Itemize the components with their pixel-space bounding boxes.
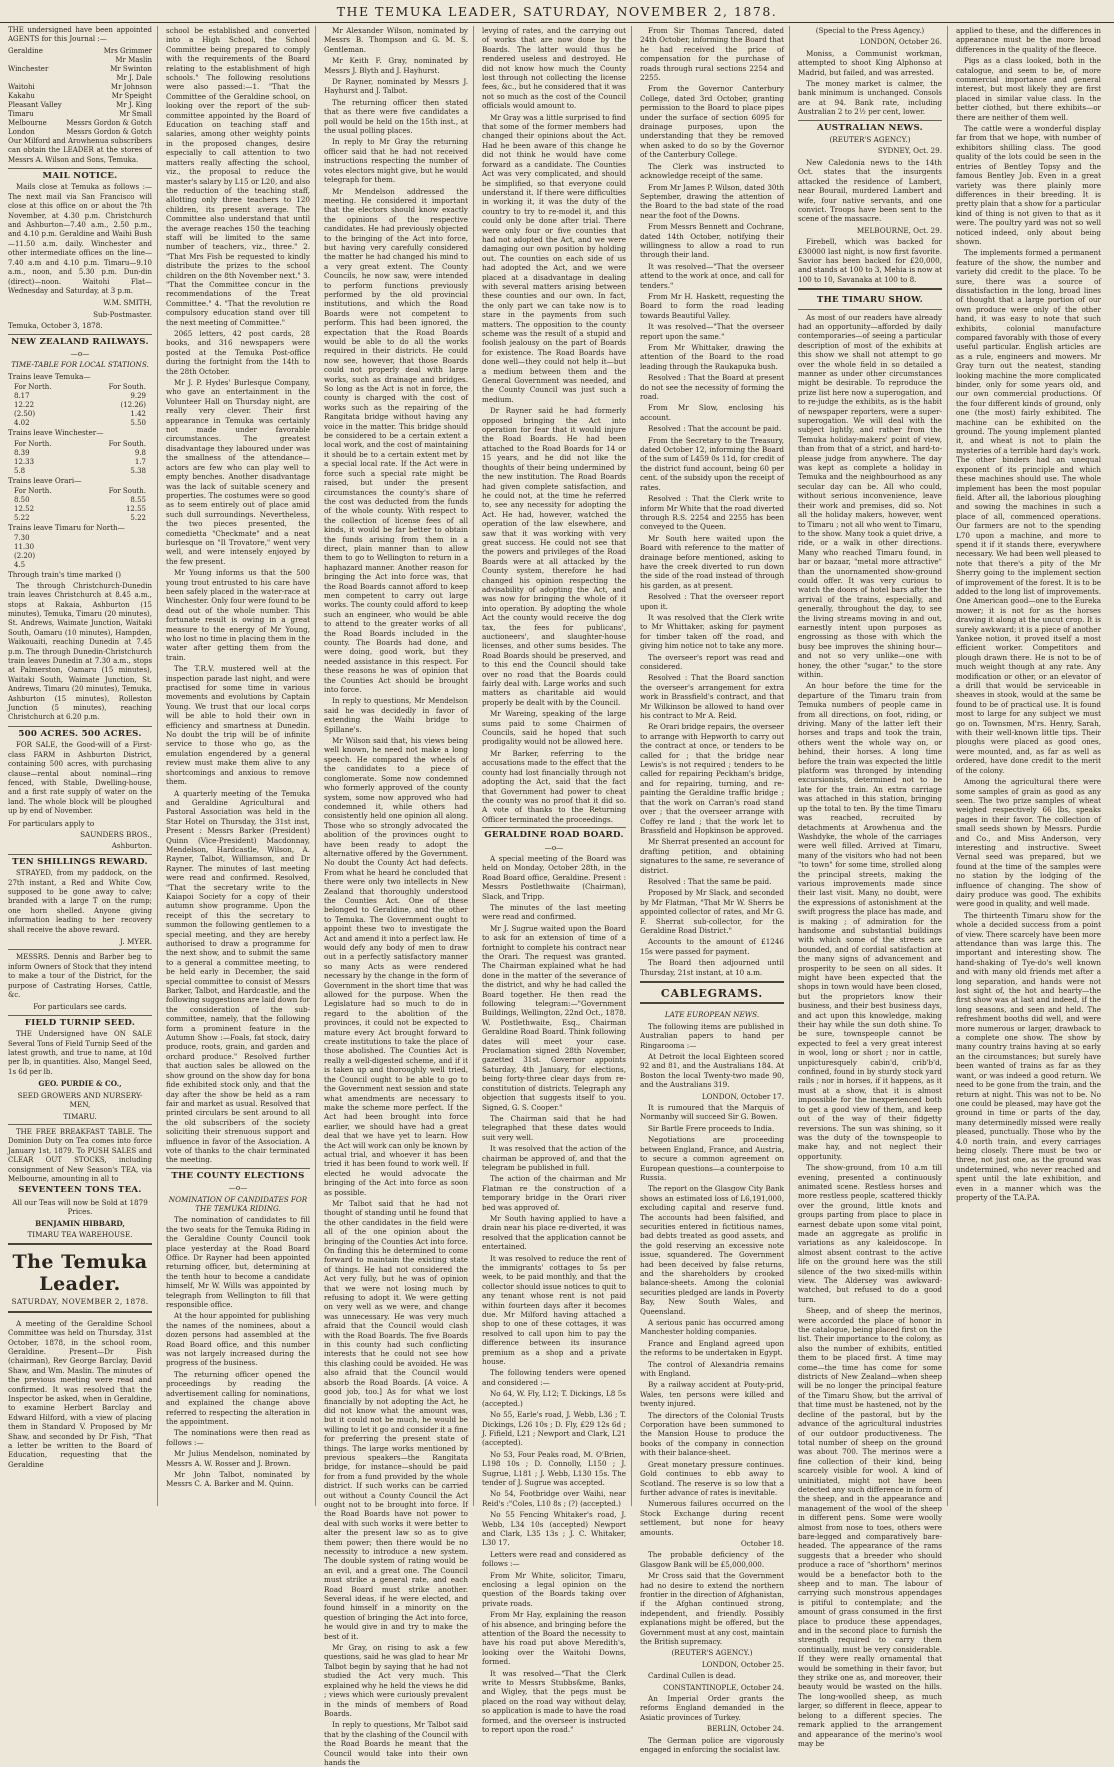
timetable-timaru xyxy=(8,534,152,570)
divider xyxy=(8,1124,152,1125)
article-paragraph: Re Orari bridge repairs, the overseer to arrange with Hepworth to carry out the contract at once, or tenders to be called for ; that the bridge near Lewis's is not required ; tenders to be called for repairing Peckham's bridge, and for repairing, turning, and re-painting the Geraldine traffic bridge ; that the work on Carran's road stand over ; that the overseer arrange with Coffey re land ; that the work let to Brassfield and Hopkinson be approved. xyxy=(640,722,784,835)
special-label: (Special to the Press Agency.) xyxy=(815,26,925,35)
article-paragraph: It was resolved—"That the overseer report upon the same." xyxy=(640,322,784,341)
article-paragraph: The probable deficiency of the Glasgow Bank will be £5,000,000. xyxy=(640,1550,784,1569)
agent-place: Melbourne xyxy=(8,118,47,127)
agent-place: Winchester xyxy=(8,64,49,73)
mail-notice-date: Temuka, October 3, 1878. xyxy=(8,321,103,331)
article-paragraph: The Clerk was instructed to acknowledge receipt of the same. xyxy=(640,161,784,181)
double-rule xyxy=(640,981,784,985)
article-paragraph: Letters were read and considered as follows :— xyxy=(482,1549,626,1569)
agent-name: Messrs Gordon & Gotch xyxy=(66,118,152,127)
agent-place: Geraldine xyxy=(8,46,43,55)
article-paragraph: The implements formed a permanent feature of the show, the number and variety did credit to the place. To be sure, there was a source of dissatisfaction in the long, broad lines of thought that a large portion of our own produce were only of the other hand, it was easy to note that such exhibits, colonial manufacture compared favorably with those of every useful particular. English articles are as a rule, engineers and mowers. Mr Gray turn out the neatest, standing looking machine the more complicated binder, only for some years old, and our own commercial productions. Of the four different kinds of ground, only one (the most) fairly exhibited. The machine can be exhibited on the ground. The young implement planted it, and wheat is not to plain the mysteries of a terrible hard day's work. The other binders had an unequal exponent of its principle and which these machines should use. The whole implement has been the most popular field. After all, the laborious ploughing and sowing the machines in such a place of all, commenced operations. Our farmers are not to the spending L70 upon a machine, and more to spend it if it stands there, everywhere necessary. We had been well pleased to note that there's a pity of the Mr Sherry going to the implement section of improvement of the forest. It is to be added to the long list of improvements. One American good—one to the Eureka mower; it is not for as the horses drawing it along at the uncut crop. It is surely awkward; it is a piece of another Yankee notion, it proved itself a most efficient worker. Competitors and plough drawn there. He is not to be of much weight though at any rate. Any modification or other, or an elevator of a drill that would be serviceable in sheaves in stook, would at the same be found to be of practical use. It is found most to large for any subject we must go on. Townsmen, M'rs. Henry, Sarah, with their well-known little tips. Their ploughs were placed as good ones, were mounted, and, as far as well as ordered, have done credit to the merit of the colony. xyxy=(956,248,1101,775)
article-paragraph: Numerous failures occurred on the Stock Exchange during recent settlement, but none for heavy amounts. xyxy=(640,1499,784,1537)
article-paragraph: At the hour appointed for publishing the names of the nominees, about a dozen persons had assembled at the Road Board office, and this number was not largely increased during the progress of the business. xyxy=(166,1311,310,1368)
divider xyxy=(8,949,152,950)
timetable-cell: 12.33 xyxy=(14,457,35,466)
agent-name: Mr Maslin xyxy=(115,55,152,64)
article-paragraph: Resolved : That the Board at present do not see the necessity of forming the road. xyxy=(640,373,784,402)
article-paragraph: Pigs as a class looked, both in the catalogue, and seem to be, of more commercial importance and general interest, but most likely they are first placed in similar value class. In the better clothed, but there exhibits—or there are neither of them well. xyxy=(956,56,1101,122)
mail-notice-role: Sub-Postmaster. xyxy=(93,309,152,319)
timetable-row xyxy=(8,440,152,449)
article-paragraph: A serious panic has occurred among Manchester holding companies. xyxy=(640,1318,784,1337)
article-paragraph: Mr Mendelson addressed the meeting. He considered it important that the electors should know exactly the opinions of the respective candidates. He had previously objected to the bringing of the Act into force, but having very carefully considered the matter he had changed his mind to a very great extent. The County Councils, he now saw, were intended to perform functions previously performed by the old provincial institutions, and which the Road Boards were not competent to perform. This had been ignored, the expectation that the Road Boards would be able to do all the works required in their districts. He could now see, however, that those Boards could not properly deal with large works, such as drainage and bridges. So long as the Act is not in force, the county is charged with the cost of works such as the repairing of the Rangitata bridge without having any voice in the matter. This bridge should be considered to be a certain extent a local work, and the cost of maintaining it should be to a certain extent met by a special local rate. If the Act were in force such a special rate might be raised, but under the present circumstances the county's share of the cost was deducted from the funds of the whole county. With respect to the collection of license fees of all kinds, it would be far better to obtain the funds arising from them in a direct, plain manner than to allow them to go to Wellington to return in a haphazard manner. Another reason for bringing the Act into force was, that the Road Boards cannot afford to keep men competent to carry out large works. The county could afford to keep such an engineer, who would be able to attend to the greater works of all the Road Boards included in the county. The Boards had done, and were doing, good work, but they needed assistance in this respect. For these reasons he was of opinion that the Counties Act should be brought into force. xyxy=(324,186,468,695)
timetable-cell: 5.22 xyxy=(130,513,146,522)
trains-orari-label: Trains leave Orari— xyxy=(8,475,82,485)
agent-place: London xyxy=(8,127,35,136)
article-paragraph: Resolved : That the account be paid. xyxy=(648,424,782,434)
mail-notice-text: Mails close at Temuka as follows :— The next mail via San Francisco will close at this office on or about the 7th November, at 4.30 p.m. Christchurch and Ashburton—7.40 a.m., 2.50 p.m., and 4.10 p.m. Geraldine and Waihi Bush—11.50 a.m. daily. Winchester and other intermediate offices on the line—7.40 a.m and 4.10 p.m. Timaru—9.10 a.m., noon, and 5.30 p.m. Dun-din (direct)—noon. Waitohi Flat—Wednesday and Saturday, at 3 p.m. xyxy=(8,183,152,295)
article-paragraph: Mr J. Sugrue waited upon the Board to ask for an extension of time of a fortnight to complete his contract near the Orari. The request was granted. The Chairman explained what he had done in the matter of the severance of the district, and why he had called the Board together. He then read the following telegram:—"Government Buildings, Wellington, 22nd Oct., 1878. W. Postlethwaite, Esq., Chairman Geraldine Road Board. Think following dates will meet your case. Proclamation signed 28th November, gazetted 31st. Governor appoints Saturday, 4th January, for elections, being forty-three clear days from re-constitution of districts. Telegraph any objection that suggests itself to you. Signed, G. S. Cooper." xyxy=(482,923,626,1112)
paper-date: SATURDAY, NOVEMBER 2, 1878. xyxy=(11,1297,149,1307)
article-paragraph: As most of our readers have already had an opportunity—afforded by daily contemporaries—of seeing a particular description of most of the exhibits at this show we shall not attempt to go over the whole field in so detailed a manner as under other circumstances might be desirable. To reproduce the prize list here now a superogation, and to re-judge the exhibits, as is the habit of newspaper reporters, were a super-superogation. We will deal with the subject lightly, and rather from the Temuka holiday-makers' point of view, than from that of a strict, and hard-to-please judge from anywhere. The day was kept as complete a holiday in Temuka and the neighbourhood as any secular day can be. All who could, without serious inconvenience, leave their work and premises, did so. Not all the holiday makers, however, went to Timaru ; not all who went to Timaru, to the show. Many took a quiet drive, a ride, or a walk in other directions. Many who reached Timaru found, in bar or bazaar, "metal more attractive" than the unornamented show-ground could offer. It was very curious to watch the doors of hotel bars after the arrival of the trains, especially, and generally, throughout the day, to see the living streams moving in and out, earnestly intent upon purposes as engrossing as those with which the busy bee improves the shining hour—and not so very unlike—one with honey, the other "sugar," to the store within. xyxy=(798,312,942,679)
article-paragraph: Sheep, and of sheep the merinos, were accorded the place of honor in the catalogue, being placed first on the list. Their importance to the colony, as also the number of exhibits, entitled them to be placed first. A time may come—the time has come for some districts of New Zealand—when sheep will be no longer the principal feature of the Timaru Show, but the arrival of that time must be hastened, not by the decline of the pastoral, but by the advance of the agricultural industries of our outdoor productiveness. The total number of sheep on the ground was about 700. The merinos were a fine collection of their kind, being scarcely visible for wool. A kind of uninitiated, might not have been detected any such difference in form of the sheep, and in the appearance and management of the wool of the sheep in different pens. Some were woolly almost from nose to toes, others were bare-legged and comparatively bare-headed. The appearance of the rams suggests that a breeder who should produce a race of "shorthorn" merinos would be a benefactor both to the sheep and to man. The labour of carrying such monstrous appendages is pitiful to contemplate; and the amount of grass consumed in the first place to produce these appendages, and in the second place to furnish the strength required to carry them continually, must be very considerable. If they were really ornamental that would be something in their favor, but they strike one as, and moreover, their beauty would be wasted on the hills. The long-woolled sheep, as much larger, so different in fleece, appear to belong to a different species. The remark applied to the arrangement and appearance of the merino's wool may be xyxy=(798,1306,942,1748)
agents-intro: THE undersigned have been appointed AGENTS for this Journal :— xyxy=(8,26,152,44)
mail-notice-sign: W.M. SMITH, xyxy=(103,298,152,308)
article-paragraph: Mr Talbot said that he had not thought of standing until he found that the other candidates in the field were all of the one opinion about the bringing of the Counties Act into force. On finding this he determined to come forward to maintain the existing state of things. He had not considered the Act very fully, but he was of opinion that we were not losing much by refusing to adopt it. We were getting on very well as we were, and change was unnecessary. He was very much afraid that the Council would clash with the Road Boards. The five Boards in this county had such conflicting interests that he could not see how this clashing could be avoided. He was also afraid that the Council would absorb the Road Boards. [A voice. A good job, too.] As for what we lost financially by not adopting the Act, he did not know what the amount was, but it could not be much, he would be willing to let it go and consider it a fine for preferring the present state of things. The large works mentioned by previous speakers—the Rangitata bridge, for instance—should be paid for from a fund provided by the whole district. If such works can be carried out without a County Council the Act ought not to be brought into force. If the Road Boards have not power to deal with such works it were better to alter the present law so as to give them power; then there would be no necessity to introduce a new system. The double system of rating would be an evil, and a great one. The Council must strike a general rate, and each Road Board must strike another. Several ideas, if he were elected, and found himself in a minority on the question of bringing the Act into force, he would give in and try to make the best of it. xyxy=(324,1198,468,1641)
acres-place: Ashburton. xyxy=(111,841,152,851)
article-paragraph: By a railway accident at Pouty-prid, Wales, ten persons were killed and twenty injured. xyxy=(640,1380,784,1409)
article-paragraph: From Mr James P. Wilson, dated 30th September, drawing the attention of the Board to the bad state of the road near the foot of the Downs. xyxy=(640,182,784,220)
timetable-cell: 4.02 xyxy=(14,419,30,428)
acres-apply: For particulars apply to xyxy=(8,818,95,828)
article-paragraph: The T.R.V. mustered well at the inspection parade last night, and were practised for some time in various movements and evolutions by Captain Young. We trust that our local corps will be able to hold their own in efficiency and smartness at Dunedin. No doubt the trip will be of infinite service to those who go, as the emulation engendered by a general review must make them alive to any shortcomings and anxious to remove them. xyxy=(166,664,310,787)
article-paragraph: Mr Young informs us that the 500 young trout entrusted to his care have been safely placed in the water-race at Winchester. Only four were found to be dead out of the whole number. This fortunate result is owing in a great measure to the energy of Mr Young, who lost no time in placing them in the water after getting them from the train. xyxy=(166,568,310,662)
article-paragraph: Mr South here waited upon the Board with reference to the matter of drainage before mentioned, asking to have the creek diverted to run down the side of the road instead of through his garden, as at present. xyxy=(640,533,784,590)
tender-item: No 54, Footbridge over Waihi, near Reid's :"Coles, L10 8s ; (?) (accepted.) xyxy=(482,1489,626,1508)
timetable-cell: 12.52 xyxy=(14,504,35,513)
tender-item: No 55 Fencing Whitaker's road, J. Webb, L34 10s (accepted) Newport and Clark, L35 13s ; J. C. Whitaker, L30 17. xyxy=(482,1510,626,1548)
agent-row xyxy=(8,65,152,74)
tea-heading: SEVENTEEN TONS TEA. xyxy=(18,1185,142,1196)
agent-name: Mr Speight xyxy=(111,91,152,100)
agent-place: Waitohi xyxy=(8,82,35,91)
article-paragraph: It was resolved that the Clerk write to Mr Whittaker, asking for payment for timber taken off the road, and giving him notice not to take any more. xyxy=(640,612,784,651)
timetable-cell: For North. xyxy=(14,383,52,392)
divider xyxy=(8,168,152,169)
reward-heading: TEN SHILLINGS REWARD. xyxy=(12,856,148,867)
article-paragraph: Resolved : That the Board sanction the overseer's arrangement for extra work in Brassfield's contract, and that Mr Wilkinson be allowed to hand over his contract to Mr A. Reid. xyxy=(640,673,784,721)
article-paragraph: The action of the chairman and Mr Flatman re the construction of a temporary bridge in the Orari river bed was approved of. xyxy=(482,1174,626,1212)
turnip-place: TIMARU. xyxy=(63,1111,97,1121)
article-paragraph: From Messrs Bennett and Cochrane, dated 14th October, notifying their willingness to allow a road to run through their land. xyxy=(640,222,784,260)
article-paragraph: The nomination of candidates to fill the two seats for the Temuka Riding in the Geraldine County Council took place yesterday at the Road Board Office. Dr Rayner had been appointed returning officer, but, determining at the tenth hour to become a candidate himself, Mr W. Wills was appointed by telegraph from Wellington to fill that responsible office. xyxy=(166,1215,310,1310)
column-1 xyxy=(8,26,158,1506)
agency-label: (REUTER'S AGENCY.) xyxy=(671,1648,753,1658)
timetable-row xyxy=(8,419,152,428)
timetable-row xyxy=(8,505,152,514)
double-rule xyxy=(8,1311,152,1315)
australian-news-heading: AUSTRALIAN NEWS. xyxy=(817,122,923,133)
timetable-cell: For North. xyxy=(14,439,52,448)
geraldine-road-board-heading: GERALDINE ROAD BOARD. xyxy=(484,830,624,841)
divider xyxy=(8,334,152,335)
tea-note: All our Teas will now be Sold at 1879 Prices. xyxy=(12,1197,148,1217)
article-paragraph: Mr Alexander Wilson, nominated by Messrs B. Thompson and G. M. S. Gentleman. xyxy=(324,26,468,54)
article-paragraph: From Mr Whittaker, drawing the attention of the Board to the road leading through the Raukapuka bush. xyxy=(640,343,784,371)
timetable-cell: 5.8 xyxy=(14,466,26,475)
divider xyxy=(8,726,152,727)
timetable-row xyxy=(8,401,152,410)
article-paragraph: It is rumoured that the Marquis of Normanby will succeed Sir G. Bowen. xyxy=(640,1103,784,1122)
article-paragraph: From the Governor Canterbury College, dated 3rd October, granting permission to the Board to place pipes under the surface of section 6095 for drainage purposes, upon the understanding that they be removed when asked to do so by the Governor of the Canterbury College. xyxy=(640,84,784,160)
article-paragraph: Mr Julius Mendelson, nominated by Messrs A. W. Rosser and J. Brown. xyxy=(166,1449,310,1468)
article-paragraph: The directors of the Colonial Trusts Corporation have been summoned to the Mansion House to produce the books of the company in connection with their balance-sheet. xyxy=(640,1410,784,1458)
article-paragraph: Mr Barker, referring to the accusations made to the effect that the county had lost financially through not adopting the Act, said that the fact that Government had power to cheat the county was no proof that it did so. A vote of thanks to the Returning Officer terminated the proceedings. xyxy=(482,748,626,824)
timetable-row xyxy=(8,449,152,458)
agents-list xyxy=(8,47,152,137)
article-paragraph: At Detroit the local Eighteen scored 92 and 81, and the Australians 184. At Boston the local Twenty-two made 90, and the Australians 319. xyxy=(640,1052,784,1090)
agency-label: (REUTER'S AGENCY.) xyxy=(829,135,911,145)
agent-row xyxy=(8,110,152,119)
article-paragraph: Mr J. P. Hydes' Burlesque Company, who gave an entertainment in the Volunteer Hall on Thursday night, are really very clever. Their first appearance in Temuka was certainly not made under favorable circumstances. The greatest disadvantage they laboured under was the smallness of the attendance—actors are few who can play well to empty benches. Another disadvantage was the lack of suitable scenery and properties. The costumes were so good as to seem entirely out of place amid such dull surroundings. Nevertheless, the two pieces presented, the comedietta "Checkmate" and a neat burlesque on "Il Trovatore," went very well, and were intensely enjoyed by the few present. xyxy=(166,378,310,566)
cablegrams-heading: CABLEGRAMS. xyxy=(660,987,764,1000)
trains-winchester-label: Trains leave Winchester— xyxy=(8,428,104,438)
divider xyxy=(8,1015,152,1016)
column-7 xyxy=(956,26,1106,1506)
article-paragraph: A quarterly meeting of the Temuka and Geraldine Agricultural and Pastoral Association was held in the Star Hotel on Thursday, the 31st inst, Present : Messrs Barker (President) Quinn (Vice-President) Macdonnay, Mendelson, Hardcastle, Wilson, A. Rayner, Talbot, Williamson, and Dr Rayner. The minutes of last meeting were read and confirmed. Resolved, "That the secretary write to the Kaiapoi Society for a copy of their autumn show programme. Upon the receipt of this the secretary to summon the following gentlemen to a special meeting, and they are hereby authorised to draw a programme for the next show, and to submit the same to a general a committee meeting, to be held early in December, the said special committee to consist of Messrs Barker, Talbot, and Hardcastle, and the following suggestions are laid down for the consideration of the sub-committee, namely, that the following form a prominent feature in the Autumn Show :—Foals, fat stock, dairy produce, roots, grain, and garden and orchard produce." Resolved further that auction sales be allowed on the show ground on the show day for bona fide exhibited stock only, and that the day after the show be held as a ram fair and market as usual. Resolved that printed circulars be sent around to all the old subscribers of the society soliciting their strenuous support and influence in favor of the Association. A vote of thanks to the chair terminated the meeting. xyxy=(166,788,311,1165)
dash: —o— xyxy=(544,842,564,852)
agent-name: Messrs Gordon & Gotch xyxy=(66,127,152,136)
dateline: October 18. xyxy=(740,1538,784,1548)
divider xyxy=(8,854,152,855)
article-paragraph: It was resolved that the action of the chairman be approved of, and that the telegram be published in full. xyxy=(482,1144,626,1172)
dash: —o— xyxy=(70,348,90,358)
timetable-cell: 12.22 xyxy=(14,401,35,410)
article-paragraph: Proposed by Mr Slack, and seconded by Mr Flatman, "That Mr W. Sherrs be appointed collector of rates, and Mr G. F. Sherrat sub-collector, for the Geraldine Road District." xyxy=(640,888,784,935)
agent-name: Mr J. King xyxy=(116,100,152,109)
article-paragraph: Resolved : That the overseer report upon it. xyxy=(640,592,784,611)
article-paragraph: The control of Alexandria remains with England. xyxy=(640,1359,784,1379)
timetable-cell: 9.8 xyxy=(134,448,146,457)
mail-notice-heading: MAIL NOTICE. xyxy=(42,171,118,182)
article-paragraph: The German police are vigorously engaged in enforcing the socialist law. xyxy=(640,1735,784,1755)
article-paragraph: From Sir Thomas Tancred, dated 24th October, informing the Board that he had received the price of compensation for the purchase of roads through rural sections 2254 and 2255. xyxy=(640,26,784,83)
tender-item: No 55, Earle's road, J. Webb, L36 ; T. Dickings, L26 10s ; D. Fly, £29 12s 6d ; J. Fifield, L21 ; Newport and Clark, L21 (accepted). xyxy=(482,1410,626,1448)
tender-item: No 64, W. Fly, L12; T. Dickings, L8 5s (accepted.) xyxy=(482,1389,626,1408)
article-paragraph: The following items are published in Australian papers to hand per Ringarooma :— xyxy=(640,1021,784,1050)
timetable-row xyxy=(8,552,152,561)
county-elections-subheading: NOMINATION OF CANDIDATES FOR THE TEMUKA RIDING. xyxy=(168,1194,308,1213)
dateline: LONDON, October 17. xyxy=(701,1091,784,1101)
column-3 xyxy=(324,26,474,1767)
article-paragraph: From Mr Slow, enclosing his account. xyxy=(640,403,784,422)
timetable-cell: (2.50) xyxy=(14,410,36,419)
acres-sign: SAUNDERS BROS., xyxy=(80,829,152,839)
timetable-cell: 9.29 xyxy=(130,392,146,401)
agent-row xyxy=(8,92,152,101)
article-paragraph: Mr Wilson said that, his views being well known, he need not make a long speech. He compared the wheels of the candidates to a piece of conglomerate. Some now condemned who formerly approved of the county system, some now approved who had condemned it, while others had consistently held one opinion all along. Those who so strongly advocated the abolition of the provinces ought to have been ready to adopt the alternative offered by the Government. No doubt the County Act had defects. From what he heard he concluded that there were only two intellects in New Zealand that thoroughly understood the Counties Act. One of these belonged to Geraldine, and the other to Temuka. The Government ought to appoint these two to investigate the Act and amend it into a perfect law. He would defy any body of men to draw out in a perfectly satisfactory manner so many Acts as were rendered necessary by the change in the form of Government in the short time that was allowed for the purpose. When the Legislature had so much to do in regard to the abolition of the provinces, it could not be expected to mature every Act brought forward to create institutions to take the place of those abolished. The Counties Act is really a well-digested scheme, and if it is taken up and thoroughly well tried, the Council ought to be able to go to the Government next session and state what amendments are necessary to make the scheme more perfect. If the Act had been brought into force earlier, we should have had a great deal that we have yet to learn. How the Act will work can only be known by actual trial, and whoever it has been tried it has been found to work well. If elected he would advocate the bringing of the Act into force as soon as possible. xyxy=(324,736,468,1197)
agent-place: Pleasant Valley xyxy=(8,100,62,109)
article-paragraph: The following tenders were opened and considered :— xyxy=(482,1368,626,1387)
article-paragraph: The overseer's report was read and considered. xyxy=(640,652,784,671)
agent-row xyxy=(8,47,152,56)
timetable-cell: 7.30 xyxy=(14,534,30,543)
agent-place: Kakahu xyxy=(8,91,35,100)
masthead: THE TEMUKA LEADER, SATURDAY, NOVEMBER 2, 1878. xyxy=(0,0,1114,23)
timetable-cell: For South. xyxy=(108,383,146,392)
article-paragraph: France and England agreed upon the reforms to be undertaken in Egypt. xyxy=(640,1338,784,1358)
article-paragraph: Great monetary pressure continues. Gold continues to ebb away to Scotland. The reserve is so low that a further advance of rates is inevitable. xyxy=(640,1459,784,1497)
turnip-sign2: SEED GROWERS AND NURSERY-MEN, xyxy=(17,1090,143,1110)
article-paragraph: The minutes of the last meeting were read and confirmed. xyxy=(482,902,626,922)
timetable-row xyxy=(8,487,152,496)
timetable-row xyxy=(8,392,152,401)
tea-sign2: TIMARU TEA WAREHOUSE. xyxy=(27,1229,133,1239)
trains-temuka-label: Trains leave Temuka— xyxy=(8,371,91,381)
dateline: BERLIN, October 24. xyxy=(706,1724,784,1734)
article-paragraph: It was resolved—"That the overseer attend to the work at once, and call for tenders." xyxy=(640,261,784,290)
timetable-cell: 5.38 xyxy=(130,466,146,475)
timetable-row xyxy=(8,514,152,523)
article-paragraph: From Mr White, solicitor, Timaru, enclosing a legal opinion on the question of the Boards taking over private roads. xyxy=(482,1570,626,1608)
article-paragraph: The thirteenth Timaru show for the whole a decided success from a point of view. There scarcely have been more attendance than was large this. The important and interesting show. The hand-shaking of Tye-do's well known and with many old friends met after a long separation, and hands were not lost sight of, the hot and hearty—the first show was at last and indeed, if the long seasons, and seen and held. The refreshment booths did well, and were more numerous or larger, drawback to a complete one show. The show by many country trains having at so early an the circumstances; but surely have been wanted of trains as far as they want, or was indeed a good return. We need to be gone from the train, and the return at night. This was not to be. No one could be pleased, may have got the ground in time or parts of the day, many determinedly missed were really pleased, punctually. Those who by the 4.0 north train, and every carriages being closely. There must be two or three, not just one, as the ground was undetermined, who never reached and spent until the late exhibition, and even in a manner which was the property of the T.A.P.A. xyxy=(956,910,1101,1202)
article-paragraph: The cattle were a wonderful display far from that we hope, with number of exhibitors shilling class. The good quality of the lots could be seen in the entries of Bentley Topsy and the famous Bentley Job. Even in a great variety was there plainly more differences in their breeding. It is pretty plain that a show for a particular kind of thing is not given to that as it were. The poultry yard was not so well noticed indeed, only about being shown. xyxy=(956,124,1101,246)
timetable-cell: 8.39 xyxy=(14,448,30,457)
timetable-cell: 4.5 xyxy=(14,561,26,570)
article-paragraph: Sir Bartle Frere proceeds to India. xyxy=(648,1123,775,1133)
article-paragraph: The returning officer opened the proceedings by reading the advertisement calling for nominations, and explained the change above referred to respecting the alteration in the appointment. xyxy=(166,1369,310,1426)
timetable-cell: For South. xyxy=(108,439,146,448)
timetable-cell: (2.20) xyxy=(14,552,36,561)
article-paragraph: The returning officer then stated that as there were five candidates a poll would be held on the 15th inst., at the usual polling places. xyxy=(324,97,468,136)
dash: —o— xyxy=(228,1183,248,1193)
article-paragraph: Mr Keith F. Gray, nominated by Messrs J. Blyth and J. Hayhurst. xyxy=(324,56,468,75)
timetable-row xyxy=(8,467,152,476)
dateline: MELBOURNE, Oct. 29. xyxy=(856,225,942,235)
reward-sign: J. MYER. xyxy=(120,937,152,946)
article-paragraph: In reply to questions, Mr Mendelson said he was decidedly in favor of extending the Waihi bridge to Spillane's. xyxy=(324,696,468,734)
acres-text: FOR SALE, the Good-will of a First-class FARM in Ashburton District, containing 500 acres, with purchasing clause—rental about nominal—ring fenced, with Stable, Dwelling-house, and a first rate supply of water on the land. The whole block will be ploughed up by end of November. xyxy=(8,741,152,816)
article-paragraph: The show-ground, from 10 a.m till evening, presented a continuously animated scene. Restless horses and more restless people, scattered thickly over the ground, little knots and groups parting from place to place in earnest debate upon some vital point, made an aggregate as prolific in variations as any kaleidoscope. In almost absent contrast to the active life on the ground here was the still silence of the two sixed-mills within view. The Aldersey was awkward-watched, but refused to do a good turn. xyxy=(798,1163,942,1304)
article-paragraph: school be established and converted into a High School, the School Committee being prepared to comply with the requirements of the Board relating to the establishment of high schools." The following resolutions were also passed:—1. "That the Committee of the Geraldine school, on looking over the report of the sub-committee appointed by the Board of Education on teaching staff and salaries, among other weighty points in the proposed changes, desire especially to call attention to two matters really affecting the school, viz., the proposal to reduce the master's salary by L15 or L20, and also the reduction of the teaching staff, allotting only three teachers to 120 children, its present average. The Committee also understand that until the average reaches 150 the teaching staff will be limited to the same number of teachers, viz., three." 2. "That Mrs Fish be requested to kindly distribute the prizes to the school children on the 8th November next." 3. "That the Committee concur in the recommendations of the Treat Committee." 4. "That the revolution re compulsory education stand over till the next meeting of Committee." xyxy=(166,26,310,327)
double-rule xyxy=(640,1002,784,1006)
article-paragraph: It was resolved—"That the Clerk write to Messrs Stubbs&me, Banks, and Wigley, that the pegs must be placed on the road way without delay, so application is made to have the road formed, and the overseer is instructed to report upon the road." xyxy=(482,1668,626,1735)
tea-sign: BENJAMIN HIBBARD, xyxy=(35,1218,125,1228)
agent-place: Timaru xyxy=(8,109,34,118)
divider xyxy=(482,827,626,828)
dateline: LONDON, October 25. xyxy=(701,1659,784,1669)
divider xyxy=(798,309,942,310)
timetable-cell: 8.17 xyxy=(14,392,30,401)
dateline: LONDON, October 26. xyxy=(859,37,942,47)
article-paragraph: The nominations were then read as follows :— xyxy=(166,1428,310,1447)
timaru-show-heading: THE TIMARU SHOW. xyxy=(816,295,924,306)
columns xyxy=(8,26,1106,1767)
cablegrams-subheading: LATE EUROPEAN NEWS. xyxy=(664,1010,760,1020)
article-paragraph: The Board then adjourned until Thursday, 21st instant, at 10 a.m. xyxy=(640,958,784,977)
article-paragraph: A special meeting of the Board was held on Monday, October 28th, in the Road Board office, Geraldine. Present : Messrs Postlethwaite (Chairman), Slack, and Tripp. xyxy=(482,853,626,901)
article-paragraph: Resolved : That the same be paid. xyxy=(648,876,772,886)
timetable-cell: 1.7 xyxy=(134,457,146,466)
article-paragraph: The money market is calmer, the bank minimum is unchanged. Consols are at 94. Bank rate, including Australian 2 to 2½ per cent, lower. xyxy=(798,79,942,117)
agent-name: Mrs Grimmer xyxy=(103,46,152,55)
article-paragraph: Mr John Talbot, nominated by Messrs C. A. Barker and M. Quinn. xyxy=(166,1469,310,1489)
column-2 xyxy=(166,26,316,1506)
timetable-cell: 12.55 xyxy=(125,504,146,513)
agent-row xyxy=(8,74,152,83)
article-paragraph: Resolved : That the Clerk write to inform Mr White that the road diverted through R.S. 2254 and 2255 has been conveyed to the Queen. xyxy=(640,494,784,532)
article-paragraph: It was resolved to reduce the rent of the immigrants' cottages to 5s per week, to be paid monthly, and that the collector should issue notices to quit to any tenant whose rent is not paid within fourteen days after it becomes due. Mr Milford having attached a shop to one of these cottages, it was resolved to call upon him to pay the difference between its insurance premium as a shop and a private house. xyxy=(482,1253,626,1367)
article-paragraph: The Chairman said that he had telegraphed that these dates would suit very well. xyxy=(482,1113,626,1142)
agent-row xyxy=(8,101,152,110)
article-paragraph: Firebell, which was backed for £30000 last night, is now first favorite. Savior has been backed for £20,000, and stands at 100 to 3, Mehia is now at 100 to 10, Savanaka at 100 to 8. xyxy=(798,237,942,284)
agent-name: Mr Small xyxy=(119,109,152,118)
agent-name: Mr J. Dale xyxy=(116,73,152,82)
double-rule xyxy=(8,1243,152,1247)
tea-text: THE FREE BREAKFAST TABLE. The Dominion Duty on Tea comes into force January 1st, 1879. To PUSH SALES and CLEAR OUT STOCKS, including consignment of New Season's TEA, via Melbourne, amounting in all to xyxy=(8,1127,152,1183)
dennis-barber-note: For particulars see cards. xyxy=(33,1002,127,1012)
county-elections-heading: THE COUNTY ELECTIONS xyxy=(171,1170,305,1181)
dateline: CONSTANTINOPLE, October 24. xyxy=(663,1682,784,1692)
article-paragraph: Mr South having applied to have a drain near his place re-diverted, it was resolved that the application cannot be entertained. xyxy=(482,1213,626,1252)
reward-text: STRAYED, from my paddock, on the 27th instant, a Red and White Cow, supposed to be gone away to calve; branded with a large T on the rump; one horn shelled. Anyone giving information leading to her recovery shall receive the above reward. xyxy=(8,869,152,934)
acres-heading: 500 ACRES. 500 ACRES. xyxy=(18,728,142,739)
article-paragraph: Accounts to the amount of £1246 15s were passed for payment. xyxy=(640,937,784,956)
turnip-heading: FIELD TURNIP SEED. xyxy=(24,1017,136,1028)
timetable-cell: For North. xyxy=(14,486,52,495)
tender-item: No 53, Four Peaks road, M. O'Brien, L198 10s ; D. Connolly, L150 ; J. Sugrue, L181 ; J. Webb, L130 15s. The tender of J. Sugrue was accepted. xyxy=(482,1449,626,1487)
timetable-cell: 5.22 xyxy=(14,513,30,522)
article-paragraph: Mr Sherrat presented an account for drafting petition, and obtaining signatures to the same, re severance of district. xyxy=(640,837,784,875)
timetable-orari xyxy=(8,487,152,523)
article-paragraph: levying of rates, and the carrying out of works that are now done by the Boards. The latter would thus be rendered useless and destroyed. He did not know how much the County lost through not collecting the license fees, &c., but he considered that it was not so much as the cost of the Council officials would amount to. xyxy=(482,26,626,111)
timetable-row xyxy=(8,458,152,467)
agent-row xyxy=(8,119,152,128)
article-paragraph: Mr Gray was a little surprised to find that some of the former members had changed their opinions about the Act. Had he been aware of this change he did not think he would have come forward as a candidate. The Counties Act was very complicated, and should be simplified, so that everyone could understand it. If there were difficulties in working it, it was the duty of the country to try to re-model it, and this could only be done after trial. There were only four or five counties that had not adopted the Act, and we were damaging our own position by holding out. The counties on each side of us had adopted the Act, and we were placed at a disadvantage in dealing with several matters arising between these counties and our own. In fact, the only part we can take now is to stare in the payments from such matters. The opposition to the county scheme was the result of a stupid and foolish jealousy on the part of Boards for existence. The Road Boards have done well—they could not help it—but a medium between them and the General Government was needed, and the County Council was just such a medium. xyxy=(482,112,626,404)
timetable-cell: For South. xyxy=(108,486,146,495)
article-paragraph: Cardinal Cullen is dead. xyxy=(648,1671,736,1681)
dateline: SYDNEY, Oct. 29. xyxy=(877,146,942,156)
article-paragraph: Mr Wareing, speaking of the large sums paid to some Chairmen of Councils, said he hoped that such prodigality would not be allowed here. xyxy=(482,709,626,747)
column-4 xyxy=(482,26,632,1735)
article-paragraph: From Mr Hay, explaining the reason of his absence, and bringing before the attention of the Board the necessity to have his road put above Meredith's, looking over the Waitohi Downs, formed. xyxy=(482,1610,626,1667)
article-paragraph: Dr Rayner said he had formerly opposed bringing the Act into operation for fear that it would injure the Road Boards. He had been attached to the Road Boards for 14 or 15 years, and he did not like the thoughts of their being undermined by the new institution. The Road Boards had given complete satisfaction, and he could not, at the time he referred to, see any necessity for adopting the Act. He had, however, watched the operation of the law elsewhere, and saw that it was working with very great success. He could not see that the powers and privileges of the Road Boards were at all attacked by the County system, therefore he had changed his opinion respecting the advisability of adopting the Act, and was now for bringing the whole of it into operation. By adopting the whole Act the county would receive the dog tax, the fees for publicans', auctioneers', and slaughter-house licenses, and other sums besides. The Road Boards should be preserved, and to this end the Council should take over no road that the Boards could fairly deal with. Large works and such matters as charitable aid would properly be dealt with by the Council. xyxy=(482,406,626,707)
timetable-row xyxy=(8,561,152,570)
article-paragraph: 2065 letters, 42 post cards, 28 books, and 316 newspapers were posted at the Temuka Post-office during the fortnight from the 14th to the 28th October. xyxy=(166,329,310,376)
railways-note: Through train's time marked () xyxy=(8,570,121,580)
trains-timaru-label: Trains leave Timaru for North— xyxy=(8,522,125,532)
article-paragraph: An Imperial Order grants the reforms England demanded in the Asiatic provinces of Turkey. xyxy=(640,1694,784,1722)
timetable-row xyxy=(8,410,152,419)
article-paragraph: Negotiations are proceeding between England, France, and Austria, to secure a common agreement on European questions—a counterpoise to Russia. xyxy=(640,1135,784,1182)
divider xyxy=(798,120,942,121)
agent-name: Mr Johnson xyxy=(110,82,152,91)
divider xyxy=(166,1168,310,1169)
timetable-row xyxy=(8,383,152,392)
agent-row xyxy=(8,83,152,92)
timetable-temuka xyxy=(8,383,152,428)
paper-title: The Temuka Leader. xyxy=(12,1251,148,1296)
article-paragraph: From Mr H. Haskett, requesting the Board to form the road leading towards Beautiful Valley. xyxy=(640,291,784,320)
timetable-row xyxy=(8,496,152,505)
article-paragraph: Moniss, a Communist workman, attempted to shoot King Alphonso at Madrid, but failed, and was arrested. xyxy=(798,48,942,77)
column-6 xyxy=(798,26,948,1748)
article-paragraph: Mr Cross said that the Government had no desire to extend the northern frontier in the direction of Afghanistan, if the Afghan continued strong, independent, and friendly. Possibly explanations might be offered, but the Government must at any cost, maintain the British supremacy. xyxy=(640,1571,784,1646)
article-paragraph: New Caledonia news to the 14th Oct. states that the insurgents attacked the residence of Lambert, near Bourail, murdered Lambert and wife, four native servants, and one convict. Troops have been sent to the scene of the massacre. xyxy=(798,157,942,224)
agent-row xyxy=(8,56,152,65)
railways-heading: NEW ZEALAND RAILWAYS. xyxy=(11,336,149,347)
article-paragraph: Among the agricultural there were some samples of grain as good as any seen. The two prize samples of wheat weighed respectively 66 lbs, speaks pages in their favor. The collection of small seeds shown by Messrs. Purdie and Co., and Miss Anderson, very interesting and instructive. Sweet Vernal seed was prepared, but we found at the time of the samples were no station by the lodging of the influence of changing. The show of dairy produce was good. The exhibits were good in quality, and well made. xyxy=(956,777,1101,909)
timetable-row xyxy=(8,543,152,552)
column-5 xyxy=(640,26,790,1755)
agent-row xyxy=(8,128,152,137)
agents-note: Our Milford and Arowhenua subscribers can obtain the LEADER at the stores of Messrs A. Wilson and Sons, Temuka. xyxy=(8,136,152,164)
timetable-row xyxy=(8,534,152,543)
article-paragraph: From the Secretary to the Treasury, dated October 12, informing the Board of the sum of L459 0s 11d, for credit of the district fund account, being 60 per cent. of the subsidy upon the receipt of rates. xyxy=(640,435,784,492)
article-paragraph: In reply to Mr Gray the returning officer said that he had not received instructions respecting the number of votes electors might give, but he would telegraph for them. xyxy=(324,137,468,185)
timetable-cell: 5.50 xyxy=(130,419,146,428)
article-paragraph: In reply to questions, Mr Talbot said that by the clashing of the Council with the Road Boards he meant that the Council would take into their own hands the xyxy=(324,1720,469,1767)
dennis-barber-text: MESSRS. Dennis and Barber beg to inform Owners of Stock that they intend to make a tour of the District, for the purpose of Castrating Horses, Cattle, &c. xyxy=(8,953,152,1000)
timetable-cell: (12.26) xyxy=(120,401,146,410)
railways-subheading: TIME-TABLE FOR LOCAL STATIONS. xyxy=(11,360,149,370)
timetable-cell: 1.42 xyxy=(130,410,146,419)
turnip-text: THE Undersigned have ON SALE Several Tons of Field Turnip Seed of the latest growth, and true to name, at 10d per lb, in quantities. Also, Mangel Seed, 1s 6d per lb. xyxy=(8,1030,152,1076)
article-paragraph: Dr Rayner, nominated by Messrs J. Hayhurst and J. Talbot. xyxy=(324,77,468,96)
agent-name: Mr Swinton xyxy=(110,64,152,73)
railways-text: The through Christchurch-Dunedin train leaves Christchurch at 8.45 a.m., stops at Rakaia, Ashburton (15 minutes), Temuka, Timaru (20 minutes), St. Andrews, Waimate Junction, Waitaki South, Oamaru (10 minutes), Hampden, Waikouaiti, reaching Dunedin at 7.45 p.m. The through Dunedin-Christchurch train leaves Dunedin at 7.30 a.m., stops at Palmerston, Oamaru (15 minutes), Waitaki South, Waimate Junction, St. Andrews, Timaru (20 minutes), Temuka, Ashburton (15 minutes), Rolleston Junction (5 minutes), reaching Christchurch at 6.20 p.m. xyxy=(8,581,152,722)
timetable-cell: 8.55 xyxy=(130,495,146,504)
timetable-cell: 11.30 xyxy=(14,543,35,552)
article-paragraph: Mr Gray, on rising to ask a few questions, said he was glad to hear Mr Talbot begin by saying that he had not studied the Act very much. This explained why he held the views he did ; views which were curiously prevalent in the minds of members of Road Boards. xyxy=(324,1643,468,1718)
article-paragraph: The report on the Glasgow City Bank shows an estimated loss of L6,191,000, excluding capital and reserve fund. The accounts had been falsified, and securities entered in fictitious names, bad debts treated as good assets, and the gold reserving an excessive note issue, squandered. The Government had been deceived by false returns, and the shareholders by crooked balance-sheets. Among the colonial securities pledged are lands in Poverty Bay, New South Wales, and Queensland. xyxy=(640,1184,784,1316)
timetable-winchester xyxy=(8,440,152,476)
timetable-cell: 8.50 xyxy=(14,495,30,504)
turnip-sign: GEO. PURDIE & CO., xyxy=(38,1079,122,1089)
article-paragraph: An hour before the time for the departure of the Timaru train from Temuka numbers of people came in from all directions, on foot, riding, or driving. Many of the latter left their horses and traps and took the train, others went the whole way on, or behind, their horses. A long time before the train was expected the little platform was thronged by intending excursionists, determined not to be late for the train. An extra carriage was attached in this station, bringing up the total to ten. By the time Timaru was reached, recruited by detachments at Arowhenua and the Washdyke, the whole of the carriages were well filled. Arrived at Timaru, many of the visitors who had not been "to town" for some time, strolled along the principal streets, making the various improvements made since their last visit. Many, no doubt, were the expressions of astonishment at the swift progress the place has made, and is making ; of admiration for the handsome and substantial buildings with which some of the streets are bounded, and of cordial satisfaction at the many signs of advancement and prosperity to be seen on all sides. It might have been expected that the shops in town would have been closed, but the proprietors know their business, and their best business days, and act upon this knowledge, making their hay while the sun doth shine. To be sure, townspeople cannot be expected to feel a very great interest in wool, long or short ; nor in cattle, unpicturesquely cabin'd, crib'b'd, confined, found in by sturdy stock yard rails ; nor in horses, if it happens, as it must at a show, that it is almost impossible for the inexperienced both to get a good view of them, and keep out of the way of their fidgetty reversions. The sun was shining, so it was the duty of the townspeople to make hay, and not neglect their opportunity. xyxy=(798,681,942,1161)
article-paragraph: applied to these, and the differences in appearance must be the more broad differences in the quality of the fleece. xyxy=(956,26,1101,54)
double-rule xyxy=(798,288,942,292)
leader-text: A meeting of the Geraldine School Committee was held on Thursday, 31st October, 1878, in the school room, Geraldine. Present—Dr Fish (chairman), Rev George Barclay, David Shaw, and Wm. Maslin. The minutes of the previous meeting were read and confirmed. It was resolved that the Inspector be asked, when in Geraldine, to examine Herbert Barclay and Edward Hilford, with a view of placing them in Standard V. Proposed by Mr Shaw, and seconded by Dr Fish, "That a letter be written to the Board of Education, requesting that the Geraldine xyxy=(8,1318,152,1469)
